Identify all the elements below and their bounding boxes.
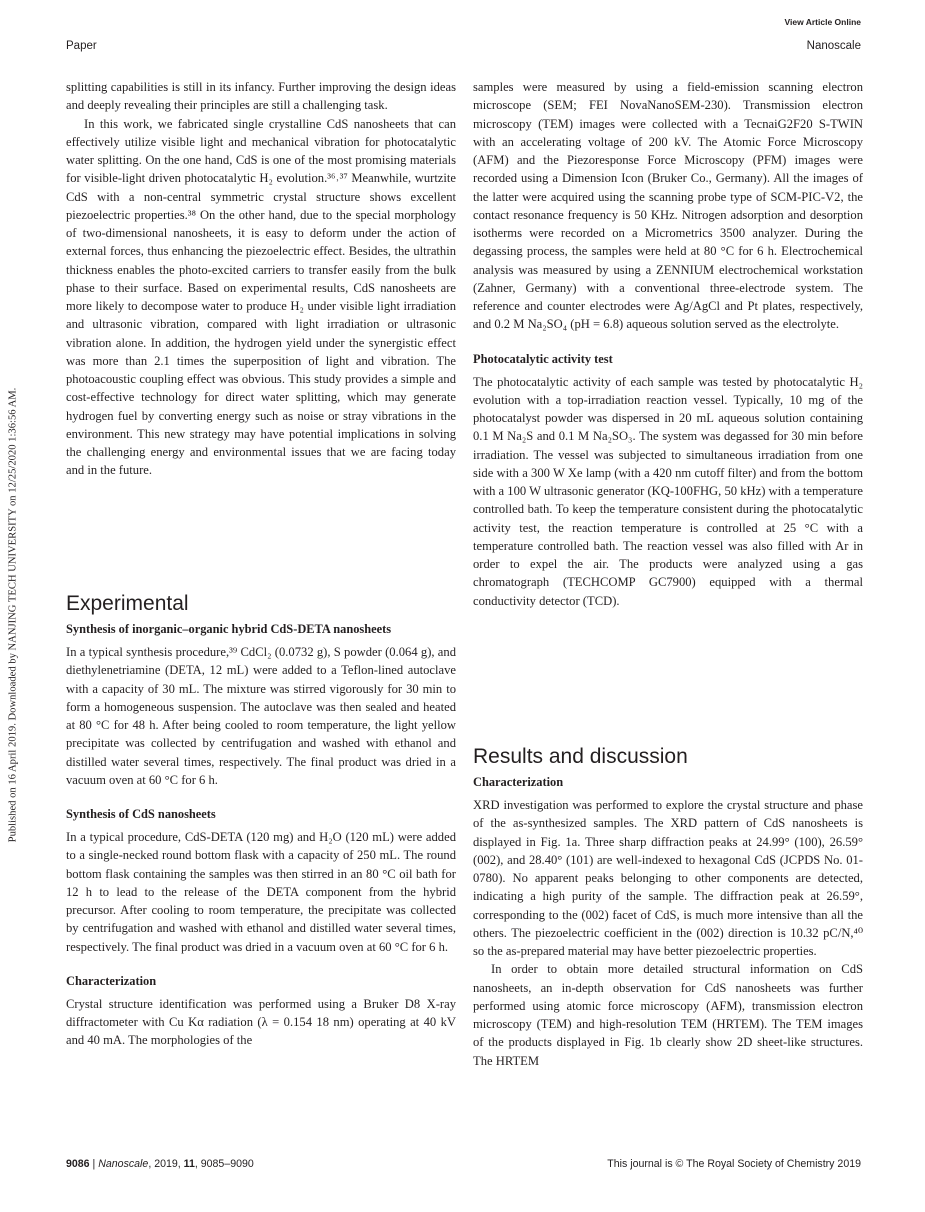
left-column [66, 78, 456, 480]
paragraph: In a typical procedure, CdS-DETA (120 mg) and H₂O (120 mL) were added to a single-necked round bottom flask with a capacity of 250 mL. The round bottom flask containing the samples was then stirred in an 80 °C oil bath for 12 h to lead to the release of the DETA component from the hybrid precursor. After cooling to room temperature, the precipitate was collected by centrifugation and washed with ethanol and distilled water several times, respectively. The final product was dried in a vacuum oven at 60 °C for 6 h. [66, 830, 456, 954]
subsection-heading: Characterization [473, 775, 564, 789]
volume: 11 [183, 1158, 195, 1170]
view-article-online-link[interactable]: View Article Online [784, 17, 861, 27]
paragraph: In order to obtain more detailed structural information on CdS nanosheets, an in-depth observation for CdS nanosheets was further performed using atomic force microscopy (AFM), transmission electron microscopy (TEM) and high-resolution TEM (HRTEM). The TEM images of the products displayed in Fig. 1b clearly show 2D sheet-like structures. The HRTEM [473, 962, 863, 1068]
subsection-heading: Characterization [66, 973, 157, 988]
page-number: 9086 [66, 1158, 90, 1170]
subsection-heading: Synthesis of CdS nanosheets [66, 807, 216, 821]
results-section [473, 745, 863, 1070]
experimental-section [66, 592, 456, 1050]
paragraph: In a typical synthesis procedure,³⁹ CdCl₂ (0.0732 g), S powder (0.064 g), and diethylenetriamine (DETA, 12 mL) were added to a Teflon-lined autoclave with a capacity of 30 mL. The mixture was stirred vigorously for 30 min to form a homogeneous suspension. The autoclave was then sealed and heated at 80 °C for 48 h. After being cooled to room temperature, the light yellow precipitate was collected by centrifugation and washed with ethanol and distilled water several times, respectively. The final product was dried in a vacuum oven at 60 °C for 6 h. [66, 645, 456, 787]
subsection-heading: Photocatalytic activity test [473, 351, 613, 366]
footer-copyright: This journal is © The Royal Society of Chemistry 2019 [607, 1158, 861, 1170]
right-column [473, 78, 863, 610]
journal-name: Nanoscale [98, 1158, 149, 1170]
footer-citation [66, 1158, 254, 1170]
header-section-label: Paper [66, 40, 97, 52]
paragraph: Crystal structure identification was performed using a Bruker D8 X-ray diffractometer with Cu Kα radiation (λ = 0.154 18 nm) operating at 40 kV and 40 mA. The morphologies of the [66, 996, 456, 1048]
section-heading-experimental: Experimental [66, 592, 189, 615]
section-heading-results: Results and discussion [473, 745, 688, 768]
paragraph: XRD investigation was performed to explore the crystal structure and phase of the as-synthesized samples. The XRD pattern of CdS nanosheets is displayed in Fig. 1a. Three sharp diffraction peaks at 24.99° (100), 26.59° (002), and 28.40° (101) are well-indexed to hexagonal CdS (JCPDS No. 01-0780). No apparent peaks belonging to other components are detected, indicating a high purity of the sample. The diffraction peak at 26.59°, corresponding to the (002) facet of CdS, is much more intensive than all the others. The piezoelectric coefficient in the (002) direction is 10.32 pC/N,⁴⁰ so the as-prepared material may have better piezoelectric properties. [473, 798, 863, 958]
paragraph: splitting capabilities is still in its infancy. Further improving the design ideas and deeply revealing their principles are still a challenging task. [66, 80, 456, 113]
year: , 2019, [148, 1158, 184, 1170]
header-journal-name: Nanoscale [806, 40, 861, 52]
download-notice: Published on 16 April 2019. Downloaded by NANJING TECH UNIVERSITY on 12/25/2020 1:36:56 AM. [7, 387, 19, 843]
page-range: , 9085–9090 [194, 1158, 254, 1170]
paragraph: In this work, we fabricated single crystalline CdS nanosheets that can effectively utilize visible light and mechanical vibration for photocatalytic water splitting. On the one hand, CdS is one of the most promising materials for visible-light driven photocatalytic H₂ evolution.³⁶˒³⁷ Meanwhile, wurtzite CdS with a non-central symmetric crystal structure shows excellent piezoelectric properties.³⁸ On the other hand, due to the special morphology of two-dimensional nanosheets, it is easy to deform under the action of external forces, thus enhancing the piezoelectric effect. Besides, the ultrathin thickness enables the photo-excited carriers to transfer easily from the bulk phase to their surface. Based on experimental results, CdS nanosheets are more likely to decompose water to produce H₂ under visible light irradiation and ultrasonic vibration, compared with light irradiation or ultrasonic vibration alone. In addition, the hydrogen yield under the synergistic effect was more than 2.1 times the superposition of light and vibration. The photoacoustic coupling effect was obvious. This study provides a simple and cost-effective technology for direct water splitting, which may generate hydrogen fuel by converting energy such as noise or stray vibrations in the environment. This new strategy may have potential implications in solving the challenging energy and environmental issues that we are facing today and in the future. [66, 116, 456, 478]
separator: | [92, 1158, 96, 1170]
paragraph: The photocatalytic activity of each sample was tested by photocatalytic H₂ evolution with a top-irradiation reaction vessel. Typically, 10 mg of the photocatalyst powder was dispersed in 20 mL aqueous solution containing 0.1 M Na₂S and 0.1 M Na₂SO₃. The system was degassed for 30 min before irradiation. The vessel was subjected to simultaneous irradiation from one side with a 300 W Xe lamp (with a 420 nm cutoff filter) and from the bottom with a 100 W ultrasonic generator (KQ-100FHG, 50 kHz) with a temperature controlled bath. To keep the temperature consistent during the photocatalytic activity test, the reaction temperature is controlled at 25 °C with a temperature controlled bath. The reaction vessel was also filled with Ar in order to expel the air. The products were analyzed using a gas chromatograph (TECHCOMP GC7900) equipped with a thermal conductivity detector (TCD). [473, 374, 863, 608]
subsection-heading: Synthesis of inorganic–organic hybrid CdS-DETA nanosheets [66, 622, 392, 636]
paragraph: samples were measured by using a field-emission scanning electron microscope (SEM; FEI NovaNanoSEM-230). Transmission electron microscopy (TEM) images were collected with a TecnaiG2F20 S-TWIN with an accelerating voltage of 200 kV. The Atomic Force Microscopy (AFM) and the Piezoresponse Force Microscopy (PFM) images were recorded using a Dimension Icon (Bruker Co., Germany). All the images of the latter were acquired using the scanning probe type of SCM-PIC-V2, the contact resonance frequency is 50 KHz. Nitrogen adsorption and desorption isotherms were recorded on a Micrometrics 3500 analyzer. During the degassing process, the samples were held at 80 °C for 6 h. Electrochemical analysis was measured by using a ZENNIUM electrochemical workstation (Zahner, Germany) with a conventional three-electrode system. The reference and counter electrodes were Ag/AgCl and Pt plates, respectively, and 0.2 M Na₂SO₄ (pH = 6.8) aqueous solution served as the electrolyte. [473, 80, 863, 332]
